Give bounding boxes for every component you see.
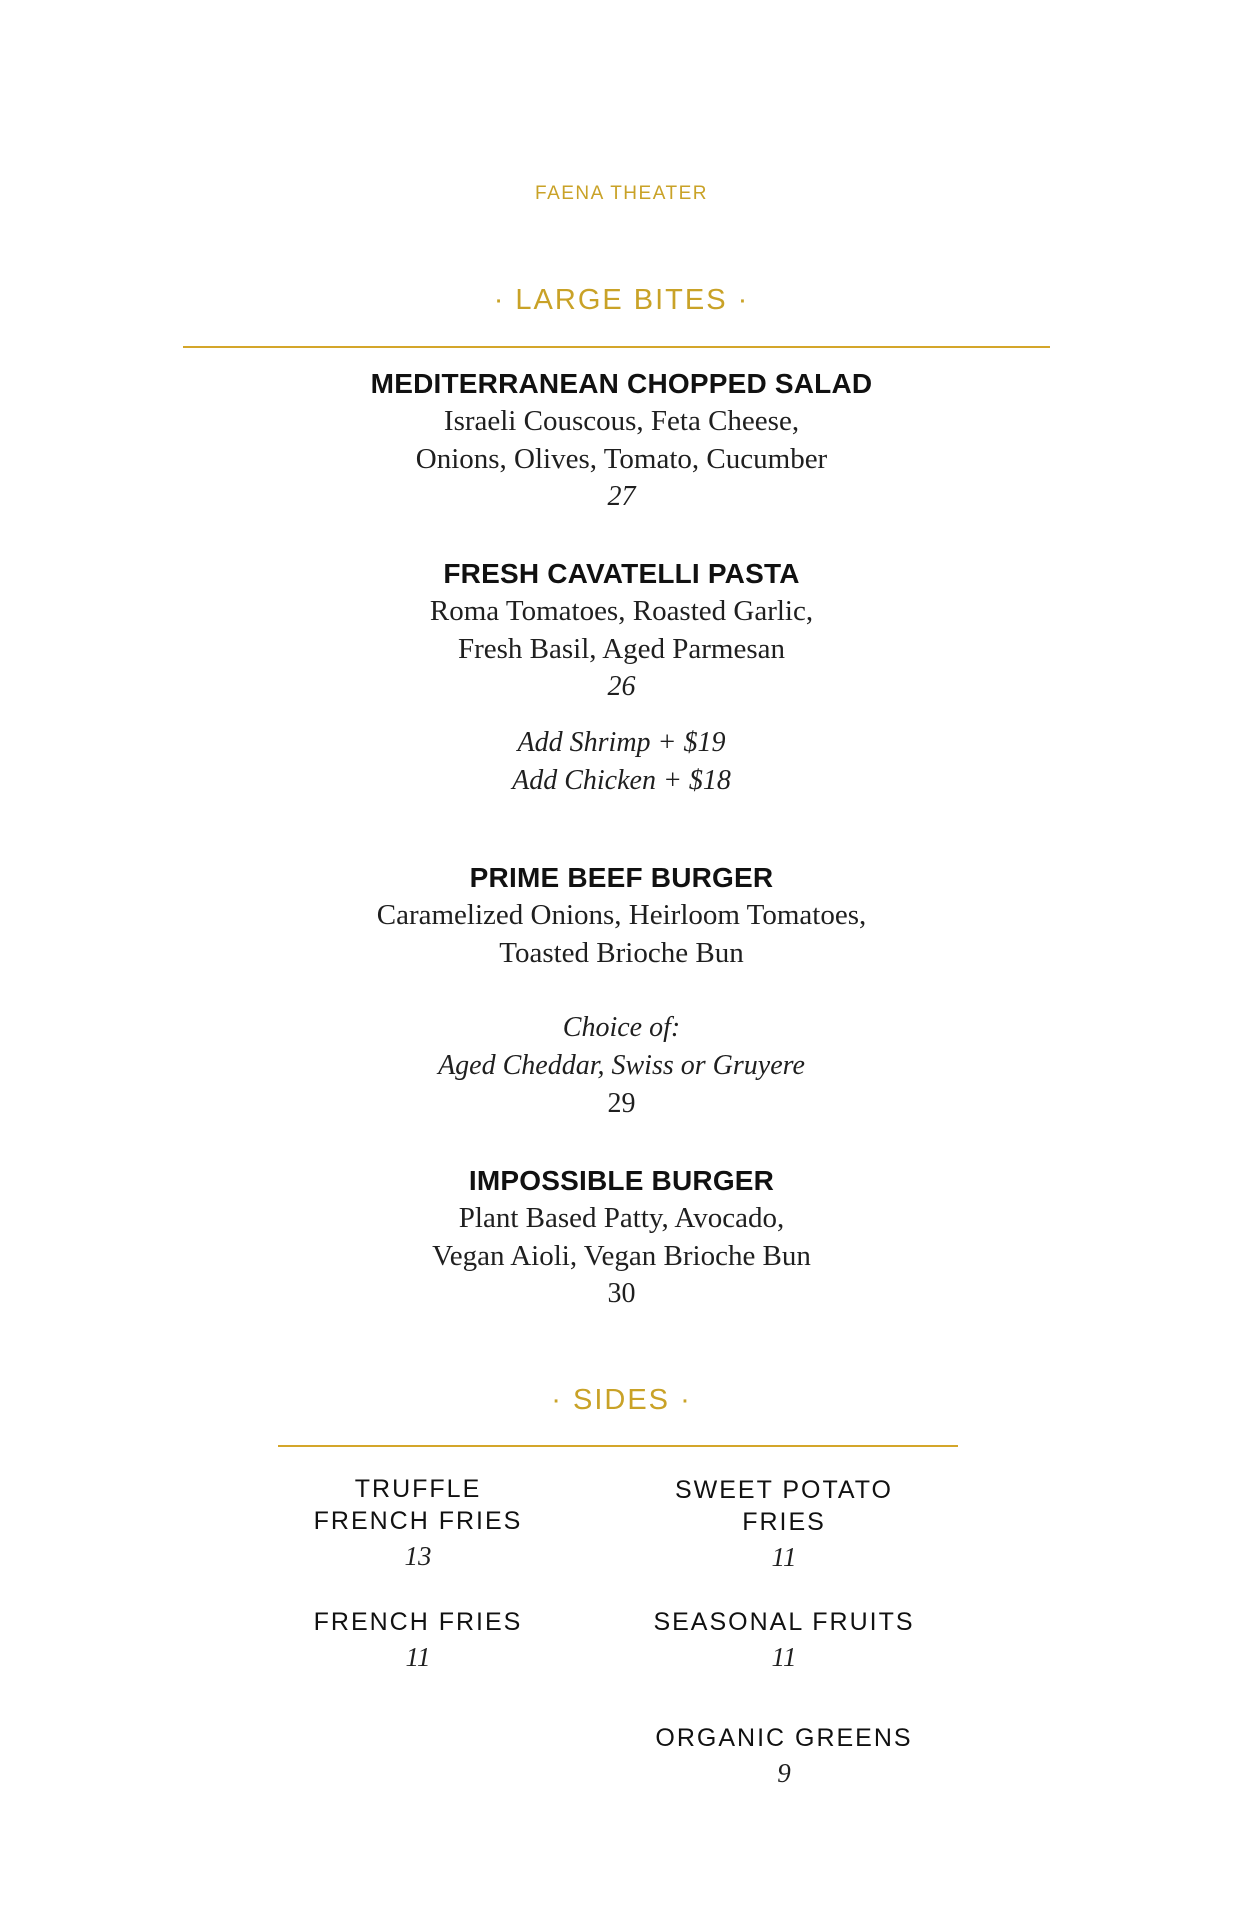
choice-options: Aged Cheddar, Swiss or Gruyere <box>438 1050 805 1081</box>
item-price: 29 <box>607 1088 636 1119</box>
menu-item-prime-beef-burger <box>0 860 1243 1123</box>
item-price: 30 <box>607 1278 636 1309</box>
side-name: FRENCH FRIES <box>313 1608 523 1636</box>
sides-divider <box>278 1445 958 1447</box>
side-item-french-fries <box>258 1606 578 1676</box>
addon-shrimp: Add Shrimp + $19 <box>517 727 726 758</box>
side-item-truffle-fries <box>258 1473 578 1575</box>
side-item-sweet-potato-fries <box>624 1474 944 1576</box>
side-price: 13 <box>404 1541 432 1571</box>
item-description: Fresh Basil, Aged Parmesan <box>457 633 785 665</box>
side-item-seasonal-fruits <box>624 1606 944 1676</box>
addon-chicken: Add Chicken + $18 <box>512 765 731 796</box>
item-description: Toasted Brioche Bun <box>499 937 744 969</box>
side-name: SEASONAL FRUITS <box>653 1608 915 1636</box>
side-price: 11 <box>771 1642 797 1672</box>
item-name: MEDITERRANEAN CHOPPED SALAD <box>370 368 873 399</box>
item-description: Israeli Couscous, Feta Cheese, <box>443 405 800 437</box>
menu-item-impossible-burger <box>0 1163 1243 1313</box>
sides-heading: · SIDES · <box>551 1384 692 1416</box>
side-price: 9 <box>777 1758 791 1788</box>
side-item-organic-greens <box>624 1722 944 1792</box>
side-name: ORGANIC GREENS <box>655 1724 913 1752</box>
side-name: TRUFFLE <box>354 1475 482 1503</box>
side-price: 11 <box>405 1642 431 1672</box>
menu-item-cavatelli-pasta <box>0 556 1243 800</box>
item-description: Vegan Aioli, Vegan Brioche Bun <box>432 1240 811 1272</box>
venue-name: FAENA THEATER <box>535 183 708 204</box>
side-name: FRIES <box>742 1508 826 1536</box>
item-price: 27 <box>607 481 636 512</box>
side-name: FRENCH FRIES <box>313 1507 523 1535</box>
large-bites-heading: · LARGE BITES · <box>493 284 750 316</box>
item-description: Caramelized Onions, Heirloom Tomatoes, <box>376 899 867 931</box>
item-description: Onions, Olives, Tomato, Cucumber <box>415 443 828 475</box>
item-name: IMPOSSIBLE BURGER <box>468 1165 775 1196</box>
menu-item-mediterranean-salad <box>0 366 1243 516</box>
choice-label: Choice of: <box>562 1012 681 1043</box>
side-name: SWEET POTATO <box>674 1476 893 1504</box>
item-description: Roma Tomatoes, Roasted Garlic, <box>429 595 814 627</box>
large-bites-divider <box>183 346 1050 348</box>
side-price: 11 <box>771 1542 797 1572</box>
item-price: 26 <box>607 671 636 702</box>
item-name: PRIME BEEF BURGER <box>469 862 774 893</box>
item-description: Plant Based Patty, Avocado, <box>458 1202 785 1234</box>
item-name: FRESH CAVATELLI PASTA <box>443 558 800 589</box>
